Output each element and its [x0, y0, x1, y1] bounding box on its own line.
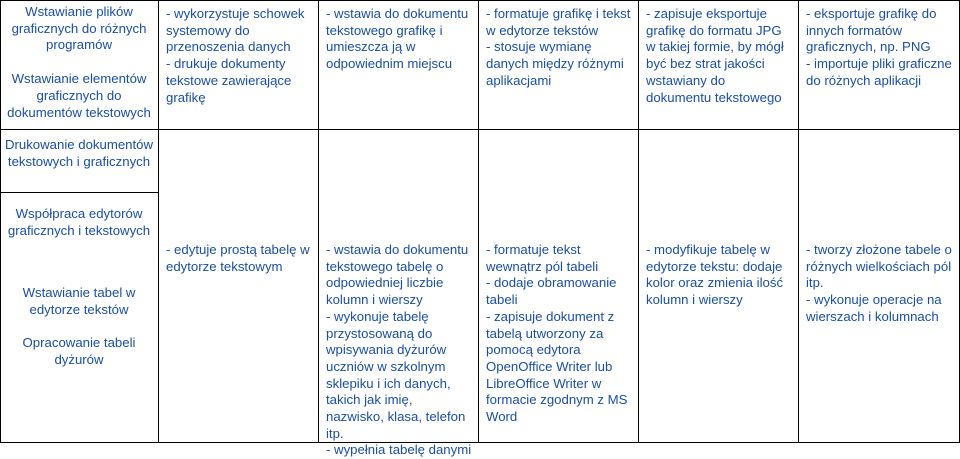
table-cell-requirement: - wykorzystuje schowek systemowy do przenoszenia danych - drukuje dokumenty tekstowe zawierające grafikę [166, 6, 305, 105]
column-divider [798, 0, 799, 443]
table-border-left [0, 0, 1, 443]
topic-title: Wstawianie tabel w edytorze tekstów [22, 285, 136, 318]
table-cell-topic [4, 206, 154, 368]
column-divider [478, 0, 479, 443]
table-cell-requirement: - eksportuje grafikę do innych formatów graficznych, np. PNG - importuje pliki graficzne do różnych aplikacji [806, 6, 952, 88]
table-cell-requirement: - edytuje prostą tabelę w edytorze tekstowym [166, 242, 310, 274]
topic-title: Współpraca edytorów graficznych i tekstowych [7, 206, 151, 238]
table-cell-requirement: - wstawia do dokumentu tekstowego grafikę i umieszcza ją w odpowiednim miejscu [326, 6, 469, 72]
table-border-top [0, 0, 960, 1]
table-cell-topic [4, 137, 154, 170]
table-cell-requirement: - modyfikuje tabelę w edytorze tekstu: dodaje kolor oraz zmienia ilość kolumn i wierszy [646, 242, 784, 308]
row-divider [0, 192, 158, 193]
row-divider [0, 129, 960, 130]
table-cell-requirement: - zapisuje eksportuje grafikę do formatu JPG w takiej formie, by mógł być bez strat jakości wstawiany do dokumentu tekstowego [646, 6, 784, 105]
column-divider [318, 0, 319, 443]
table-cell-requirement: - formatuje tekst wewnątrz pól tabeli - dodaje obramowanie tabeli - zapisuje dokument z tabelą utworzony za pomocą edytora OpenOffice Writer lub LibreOffice Writer w formacie zgodnym z MS Word [486, 242, 628, 425]
column-divider [158, 0, 159, 443]
table-cell-requirement: - tworzy złożone tabele o różnych wielkościach pól itp. - wykonuje operacje na wierszach i kolumnach [806, 242, 952, 324]
topic-title: Opracowanie tabeli dyżurów [22, 334, 136, 367]
table-cell-topic [4, 4, 154, 121]
table-cell-requirement: - wstawia do dokumentu tekstowego tabelę o odpowiedniej liczbie kolumn i wierszy - wykonuje tabelę przystosowaną do wpisywania dyżurów uczniów w szkolnym sklepiku i ich danych, takich jak imię, nazwisko, klasa, telefon itp. - wypełnia tabelę danymi [326, 242, 472, 458]
topic-title: Wstawianie plików graficznych do różnych programów [11, 4, 147, 53]
table-cell-requirement: - formatuje grafikę i tekst w edytorze tekstów - stosuje wymianę danych między różnymi aplikacjami [486, 6, 631, 88]
column-divider [638, 0, 639, 443]
topic-title: Wstawianie elementów graficznych do dokumentów tekstowych [7, 71, 151, 120]
topic-title: Drukowanie dokumentów tekstowych i graficznych [4, 137, 154, 169]
